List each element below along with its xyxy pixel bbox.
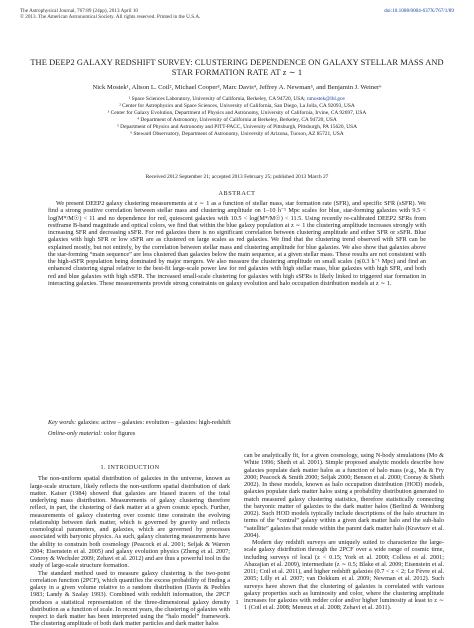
affiliation-5: ⁵ Department of Physics and Astronomy and PITT-PACC, University of Pittsburgh, Pittsburgh, PA 15620, USA <box>116 124 358 131</box>
page-number: 1 <box>235 599 239 606</box>
keywords-line <box>48 419 426 426</box>
abstract-text: We present DEEP2 galaxy clustering measurements at z ∼ 1 as a function of stellar mass, star formation rate (SFR), and specific SFR (sSFR). We find a strong positive correlation between stellar mass and clustering amplitude on 1–10 h⁻¹ Mpc scales for blue, star-forming galaxies with 9.5 < log(M*/M☉) < 11 and no dependence for red, quiescent galaxies with 10.5 < log(M*/M☉) < 11.5. Using recently re-calibrated DEEP2 SFRs from restframe B-band magnitude and optical colors, we find that within the blue galaxy population at z ∼ 1 the clustering amplitude increases strongly with increasing SFR and decreasing sSFR. For red galaxies there is no significant correlation between clustering amplitude and either SFR or sSFR. Blue galaxies with high SFR or low sSFR are as clustered on large scales as red galaxies. We find that the clustering trend observed with SFR can be explained mostly, but not entirely, by the correlation between stellar mass and clustering amplitude for blue galaxies. We also show that galaxies above the star-forming “main sequence” are less clustered than galaxies below the main sequence, at a given stellar mass. These results are not consistent with the high-sSFR population being dominated by major mergers. We also measure the clustering amplitude on small scales (≲0.3 h⁻¹ Mpc) and find an enhanced clustering signal relative to the best-fit large-scale power law for red galaxies with high stellar mass, blue galaxies with high SFR, and both red and blue galaxies with high sSFR. The increased small-scale clustering for galaxies with high sSFRs is likely linked to triggered star formation in interacting galaxies. These measurements provide strong constraints on galaxy evolution and halo occupation distribution models at z ∼ 1. <box>48 200 426 287</box>
keywords-text: galaxies: active – galaxies: evolution – galaxies: high-redshift <box>77 419 231 426</box>
journal-citation: The Astrophysical Journal, 767:89 (24pp), 2013 April 10 <box>20 8 139 14</box>
affiliation-6: ⁶ Steward Observatory, Department of Astronomy, University of Arizona, Tucson, AZ 85721, USA <box>130 131 344 138</box>
intro-paragraph-3: Modern day redshift surveys are uniquely suited to characterize the large-scale galaxy distribution through the 2PCF over a wide range of cosmic time, including surveys of local (z < 0.15; York et al. 2000; Colless et al. 2001; Abazajian et al. 2009), intermediate (z ∼ 0.5; Blake et al. 2009; Eisenstein et al. 2011; Coil et al. 2011), and higher redshift galaxies (0.7 < z < 2; Le Fèvre et al. 2005; Lilly et al. 2007; van Dokkum et al. 2009; Newman et al. 2012). Such surveys have shown that the clustering of galaxies is correlated with various galaxy properties such as luminosity and color, where the clustering amplitude increases for galaxies with redder color and/or higher luminosity at least to z ∼ 1 (Coil et al. 2008; Meneux et al. 2008; Zehavi et al. 2011). <box>244 539 444 612</box>
intro-paragraph-2-continued: can be analytically fit, for a given cosmology, using N-body simulations (Mo & White 1996; Sheth et al. 2001). Simple proposed analytic models describe how galaxies populate dark matter halos as a function of halo mass (e.g., Ma & Fry 2000; Peacock & Smith 2000; Seljak 2000; Benson et al. 2000; Cooray & Sheth 2002). In these models, known as halo occupation distribution (HOD) models, galaxies populate dark matter halos using a probability distribution generated to match measured galaxy clustering statistics, therefore statistically connecting the baryonic matter of galaxies to the dark matter halos (Berlind & Weinberg 2002). Such HOD models typically include descriptions of the halo structure in terms of the “central” galaxy within a given dark matter halo and the sub-halo “satellite” galaxies that reside within the parent dark matter halo (Kravtsov et al. 2004). <box>244 452 444 539</box>
author-list: Nick Mostek¹, Alison L. Coil², Michael Cooper³, Marc Davis⁴, Jeffrey A. Newman⁵, and Benjamin J. Weiner⁶ <box>92 84 382 91</box>
paper-title: THE DEEP2 GALAXY REDSHIFT SURVEY: CLUSTERING DEPENDENCE ON GALAXY STELLAR MASS AND STAR FORMATION RATE AT z ∼ 1 <box>30 58 444 77</box>
publication-dates: Received 2012 September 21; accepted 2013 February 25; published 2013 March 27 <box>145 174 329 180</box>
intro-paragraph-1: The non-uniform spatial distribution of galaxies in the universe, known as large-scale structure, likely reflects the non-uniform spatial distribution of dark matter. Kaiser (1984) showed that galaxies are biased tracers of the total underlying mass distribution. Measurements of galaxy clustering therefore reflect, in part, the clustering of dark matter at a given cosmic epoch. Further, measurements of galaxy clustering over cosmic time constrain the evolving relationship between dark matter, which is governed by gravity and reflects cosmological parameters, and galaxies, which are governed by processes associated with baryonic physics. As such, galaxy clustering measurements have the ability to constrain both cosmology (Peacock et al. 2001; Seljak & Warren 2004; Eisenstein et al. 2005) and galaxy evolution physics (Zheng et al. 2007; Conroy & Wechsler 2009; Zehavi et al. 2012) and are thus a powerful tool in the study of large-scale structure formation. <box>30 475 230 570</box>
online-only-line <box>48 430 426 437</box>
journal-header <box>20 8 200 21</box>
affiliation-1-text: ¹ Space Sciences Laboratory, University of California, Berkeley, CA 94720, USA; <box>128 96 306 102</box>
affiliation-list <box>40 96 434 139</box>
online-only-label: Online-only material: <box>48 430 103 437</box>
section-heading-introduction: 1. INTRODUCTION <box>100 464 160 471</box>
doi-link[interactable]: doi:10.1088/0004-637X/767/1/89 <box>384 8 454 14</box>
author-email-link[interactable]: nmostek@lbl.gov <box>306 96 346 102</box>
affiliation-4: ⁴ Department of Astronomy, University of California at Berkeley, Berkeley, CA 94720, USA <box>137 117 337 124</box>
right-column <box>244 452 444 612</box>
affiliation-2: ² Center for Astrophysics and Space Sciences, University of California, San Diego, La Jolla, CA 92093, USA <box>119 103 355 110</box>
affiliation-3: ³ Center for Galaxy Evolution, Department of Physics and Astronomy, University of California, Irvine, CA 92697, USA <box>107 110 367 117</box>
keywords-label: Key words: <box>48 419 77 426</box>
online-only-text: color figures <box>103 430 136 437</box>
abstract-body <box>48 200 426 287</box>
abstract-heading: ABSTRACT <box>218 190 256 197</box>
intro-paragraph-2: The standard method used to measure galaxy clustering is the two-point correlation function (2PCF), which quantifies the excess probability of finding a galaxy in a given volume relative to a random distribution (Davis & Peebles 1983; Landy & Szalay 1993). Combined with redshift information, the 2PCF produces a statistical representation of the three-dimensional galaxy density distribution as a function of scale. In recent years, the clustering of galaxies with respect to dark matter has been interpreted using the “halo model” framework. The clustering amplitude of both dark matter particles and dark matter halos <box>30 569 230 628</box>
copyright-notice: © 2013. The American Astronomical Society. All rights reserved. Printed in the U.S.A. <box>20 14 201 21</box>
doi-header <box>384 8 454 14</box>
